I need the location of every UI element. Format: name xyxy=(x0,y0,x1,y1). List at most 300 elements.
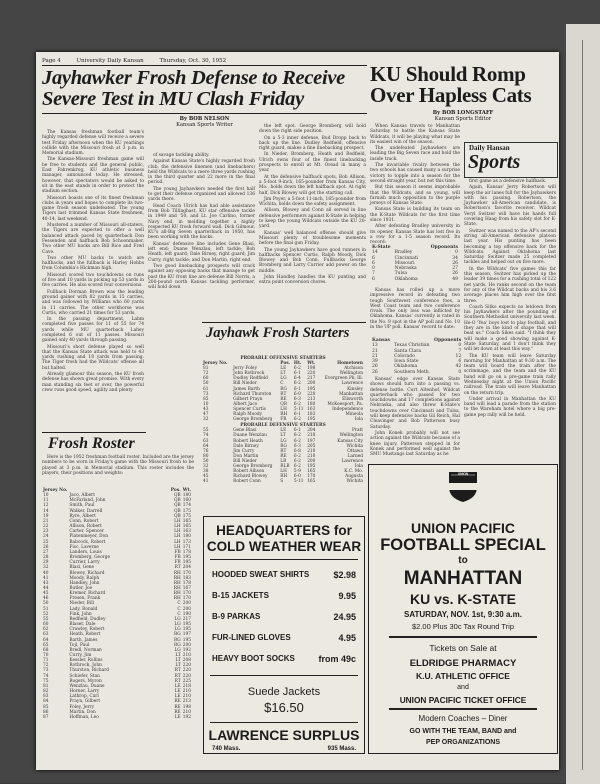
roster-jersey: 12 xyxy=(43,503,49,509)
roster-name: Rothrock, John xyxy=(69,663,102,669)
roster-pos: LH xyxy=(174,524,181,530)
roster-wt: 175 xyxy=(182,508,191,514)
starter-name: Ralph Moody xyxy=(233,412,263,418)
folio-page: Page 4 xyxy=(42,58,61,64)
roster-jersey: 71 xyxy=(43,658,49,664)
starter-wt: 210 xyxy=(307,448,316,454)
roster-pos: RT xyxy=(174,668,181,674)
main-col3-paragraph: the left spot. George Bromberg will hold down the right side position. xyxy=(259,124,366,135)
up-line12: UNION PACIFIC TICKET OFFICE xyxy=(399,695,527,705)
starter-ht: 6-2 xyxy=(293,438,301,444)
roster-pos: RE xyxy=(174,699,181,705)
ad-item-name: HOODED SWEAT SHIRTS xyxy=(212,570,310,579)
starter-ht: 6-2 xyxy=(293,453,301,459)
offense-title: PROBABLE OFFENSIVE STARTERS xyxy=(240,356,326,361)
roster-name: Thurston, Richard xyxy=(69,668,110,674)
main-col3-paragraph: On a 5-3 inner defense, Bud Dropp back to back up the line. Dudley Redfield, offensive right guard, makes a fine linebacking prospect. xyxy=(259,135,366,152)
up-line7: $2.00 Plus 30c Tax Round Trip xyxy=(411,622,514,631)
roster-name: Crawley, Robert xyxy=(69,627,105,633)
starter-pos: LT xyxy=(280,371,286,377)
roster-jersey: 21 xyxy=(43,518,49,524)
roster-wt: 192 xyxy=(182,647,191,653)
starter-pos: LT xyxy=(280,433,286,439)
roster-name: Kremer, Richard xyxy=(69,591,106,597)
roster-pos: LE xyxy=(174,683,181,689)
roster-name: Rogers, Myron xyxy=(69,678,102,684)
starter-pos: RE xyxy=(280,396,287,402)
starter-pos: LG xyxy=(280,376,287,382)
roster-pos: C xyxy=(177,611,181,617)
main-story-col1 xyxy=(42,130,144,394)
main-col1-paragraph: Missouri boasts one of its finest freshman clubs in years and hopes to complete its two-game frosh season undefeated. The young Tigers last trimmed Kansas State freshmen, 40-14, last weekend. xyxy=(42,195,144,222)
starter-jersey: 64 xyxy=(203,443,209,449)
starter-wt: 204 xyxy=(307,428,316,434)
roster-pos: LH xyxy=(174,539,181,545)
roster-jersey: 32 xyxy=(43,565,49,571)
roster-pos: LE xyxy=(174,694,181,700)
roster-jersey: 27 xyxy=(43,549,49,555)
roster-wt: 178 xyxy=(182,549,191,555)
roster-jersey: 87 xyxy=(43,714,49,720)
ad-item-price: 24.95 xyxy=(333,612,356,622)
starter-name: Gene Blasi xyxy=(233,428,257,434)
starter-name: Jim Curry xyxy=(233,448,255,454)
starter-ht: 6-1 xyxy=(293,386,301,392)
main-col1-paragraph: The Kansas-Missouri freshman game will be free to students and the general public, East Fahrenkrog, KU athletic business manager, announced today. He stressed, however, that spectators would be asked to sit in the east stands in order to protect the stadium section. xyxy=(42,157,144,195)
starter-wt: 163 xyxy=(307,406,316,412)
roster-pos: FB xyxy=(174,555,181,561)
roster-name: Heath, Robert xyxy=(69,632,101,638)
roster-name: Prayn, Gilbert xyxy=(69,699,101,705)
starter-name: Spencer Curtis xyxy=(233,406,266,412)
roster-jersey: 55 xyxy=(43,616,49,622)
up-rule-1 xyxy=(389,636,537,638)
roster-pos: LH xyxy=(174,529,181,535)
roster-jersey: 83 xyxy=(43,694,49,700)
roster-pos: LG xyxy=(174,647,181,653)
ad-surplus-title-2: COLD WEATHER WEAR xyxy=(206,539,362,554)
roster-wt: 192 xyxy=(182,714,191,720)
starter-ht: 6-3 xyxy=(293,396,301,402)
starter-wt: 220 xyxy=(307,371,316,377)
roster-pos: QB xyxy=(174,498,181,504)
starter-wt: 180 xyxy=(307,401,316,407)
roster-pos: LH xyxy=(174,544,181,550)
starter-jersey: 32 xyxy=(203,463,209,469)
starter-pos: RT xyxy=(280,448,287,454)
ad-item-price: 9.95 xyxy=(338,591,356,601)
folio-line xyxy=(42,58,362,64)
roster-jersey: 41 xyxy=(43,575,49,581)
starter-hometown: Wellington xyxy=(339,371,363,377)
main-col1-paragraph: Missouri's short defense played so well that the Kansas State attack was held to 43 yards rushing and 18 yards from passing. The Tiger frosh had the Wildcats' offense all but halted. xyxy=(42,344,144,371)
roster-pos: RH xyxy=(173,596,181,602)
right-colA3-paragraph: John Konek probably will not see action against the Wildcats because of a knee injury. Patterson stepped in for Konek and performed well against the SMU Mustangs last Saturday as he xyxy=(370,430,460,458)
roster-wt: 170 xyxy=(182,570,191,576)
starter-hometown: Manhattan xyxy=(339,391,363,397)
starter-wt: 217 xyxy=(307,376,316,382)
starter-name: Robert Allison xyxy=(233,469,265,475)
roster-jersey: 19 xyxy=(43,513,49,519)
starter-hometown: Kinsley xyxy=(347,386,363,392)
starter-name: Robert Heath xyxy=(233,438,263,444)
roster-name: Redfield, Dudley xyxy=(69,616,106,622)
starter-ht: 6-1 xyxy=(293,412,301,418)
starter-hometown: Ellsworth xyxy=(342,396,363,402)
starter-name: George Bromberg xyxy=(233,463,273,469)
starter-jersey: 55 xyxy=(203,428,209,434)
roster-name: Walker, Darrell xyxy=(69,508,103,514)
kansas-opp-score: 42 xyxy=(455,364,462,370)
kansas-opp-score: 0 xyxy=(458,343,462,349)
starter-hometown: Mineola xyxy=(345,412,363,418)
starter-name: Bill Nieder xyxy=(233,381,257,387)
right-story-colA2 xyxy=(370,288,460,331)
roster-wt: 180 xyxy=(182,534,191,540)
ad-surplus-title xyxy=(204,523,364,555)
starter-hometown: K.C. Mo. xyxy=(344,469,363,475)
main-col2-paragraph: of savage tackling ability. xyxy=(153,153,210,158)
table-row xyxy=(42,715,192,720)
roster-pos: QB xyxy=(174,493,181,499)
roster-intro-text: Here is the 1952 freshman football roster. Included are the jersey numbers to be worn in Friday's game with the Missouri frosh to be played at 3 p.m. in Memorial stadium. This roster includes the players, their positions and weights: xyxy=(42,455,194,476)
roster-wt: 220 xyxy=(182,663,191,669)
roster-name: Smith, Paul xyxy=(69,503,95,509)
union-pacific-ad xyxy=(368,464,558,754)
roster-jersey: 68 xyxy=(43,647,49,653)
starter-pos: RLB xyxy=(280,463,290,469)
starter-jersey: 72 xyxy=(203,371,209,377)
ad-item xyxy=(212,612,356,621)
roster-name: Fresen, Frank xyxy=(69,596,101,602)
starter-pos: RG xyxy=(280,443,287,449)
ad-item xyxy=(212,591,356,600)
roster-wt: 190 xyxy=(182,611,191,617)
folio-rule xyxy=(42,65,367,66)
roster-name: Schiefer, Stan xyxy=(69,673,100,679)
main-col2-paragraph: The young Jayhawkers needed the first half to get their defense organized and allowed 136 yards there. xyxy=(148,186,255,203)
kansas-opp-score: 12 xyxy=(455,353,462,359)
right-story-colA xyxy=(370,124,460,247)
table-row xyxy=(370,277,460,282)
main-col2-paragraph: Two good linebacking prospects will crack against any opposing backs that manage to get past the KU front line are defense Bill Norris, a 200-pound north Kansas tackling performer, will hold down xyxy=(148,263,255,291)
roster-jersey: 72 xyxy=(43,663,49,669)
roster-wt: 217 xyxy=(182,616,191,622)
roster-pos: LH xyxy=(174,534,181,540)
roster-name: Foley, Jerry xyxy=(69,704,95,710)
starter-jersey: 61 xyxy=(203,386,209,392)
roster-pos: RH xyxy=(173,570,181,576)
starters-col-ht: Ht. xyxy=(293,361,302,367)
up-logo-mid: PACIFIC xyxy=(455,478,471,483)
starter-wt: 220 xyxy=(307,391,316,397)
roster-wt: 218 xyxy=(182,683,191,689)
roster-name: McFarland, John xyxy=(69,498,106,504)
roster-pos: LH xyxy=(174,518,181,524)
starter-ht: 6-2 xyxy=(293,381,301,387)
up-line15: PEP ORGANIZATIONS xyxy=(425,739,501,746)
starter-pos: C xyxy=(280,381,284,387)
roster-wt: 200 xyxy=(182,601,191,607)
folio-paper: University Daily Kansan xyxy=(76,58,144,64)
roster-jersey: 10 xyxy=(43,493,49,499)
roster-wt: 195 xyxy=(182,555,191,561)
starter-hometown: Wichita xyxy=(346,479,363,485)
main-col3-paragraph: The young Jayhawkers have good runners in halfbacks Spencer Curtis, Ralph Moody, Dick Blowey and Bob Conn. Fullbacks George Bromberg and Larry Currier add power on the middle. xyxy=(259,247,366,274)
main-col2-paragraph: Head Coach Ulrich has had able assistance from Bob Tillinghast, KU star offensive tackle in 1949 and '50, and Lt. Joe Carlino, former Navy end, in molding together a highly respected KU frosh forward wall. Dick Gilmour, KU's all-Big Seven quarterback in 1950, has been working with the backs. xyxy=(148,203,255,241)
roster-name: Ryre, Albert xyxy=(69,513,96,519)
kstate-score: 6 xyxy=(372,260,375,266)
starter-pos: QB xyxy=(280,401,287,407)
up-line11: and xyxy=(457,684,469,691)
kansas-score: 21 xyxy=(372,353,378,359)
right-story-colB xyxy=(464,179,556,419)
starter-jersey: 73 xyxy=(203,391,209,397)
table-row xyxy=(202,479,364,484)
roster-wt: 200 xyxy=(182,642,191,648)
roster-wt: 198 xyxy=(182,704,191,710)
up-logo-top: UNION xyxy=(457,472,469,476)
starter-jersey: 60 xyxy=(203,376,209,382)
headline-rule xyxy=(42,113,367,114)
starter-ht: 6-4 xyxy=(293,376,301,382)
starters-col-wt: Wt. xyxy=(307,361,316,367)
roster-wt: 208 xyxy=(182,658,191,664)
up-line2: FOOTBALL SPECIAL xyxy=(380,536,546,554)
starters-rule xyxy=(202,322,366,323)
starter-hometown: Kansas City xyxy=(337,438,363,444)
roster-pos: FB xyxy=(174,560,181,566)
roster-wt: 200 xyxy=(182,606,191,612)
roster-pos: RT xyxy=(174,678,181,684)
starter-ht: 6-2 xyxy=(293,463,301,469)
kstate-schedule xyxy=(370,245,460,282)
main-col2-paragraph: Kansas' defensive line includes Gene Blasi, left end; Duane Wenzlau, left tackle; Bob Heath, left guard; Dale Birney, right guard; Jim Curry, right tackle; and Don Martin, right end. xyxy=(148,241,255,263)
starter-ht: 6-2 xyxy=(293,401,301,407)
roster-wt: 170 xyxy=(182,596,191,602)
starter-wt: 218 xyxy=(307,433,316,439)
roster-pos: RE xyxy=(174,704,181,710)
ad-item xyxy=(212,570,356,579)
starter-name: Albert Jaco xyxy=(233,401,258,407)
main-col1-paragraph: In the passing department, Lahm completed five passes for 11 of 55 for 74 yards while MU quarterback Lahey completed 6 out of 11 passes. Missouri gained only 40 yards through passing. xyxy=(42,317,144,344)
roster-wt: 167 xyxy=(182,585,191,591)
right-colA-paragraph: After defeating Bradley university in its opener, Kansas State has lost five in a row for a 1-5 season record. Its record: xyxy=(370,224,460,246)
roster-pos: RG xyxy=(174,637,181,643)
lawrence-surplus-ad xyxy=(203,516,365,754)
roster-jersey: 50 xyxy=(43,601,49,607)
main-col1-paragraph: Fullback Dorman Brown was the leading ground gainer with 82 yards in 15 carries, and was followed by Williams who 60 yards in 11 carries. The other workhorse was Curtis, who carried 21 times for 53 yards. xyxy=(42,289,144,316)
roster-name: Moody, Ralph xyxy=(69,575,100,581)
kstate-opp-score: 34 xyxy=(452,255,458,261)
right-headline: KU Should Romp Over Hapless Cats xyxy=(370,62,532,107)
kansas-opponent: Southern Meth. xyxy=(394,369,431,375)
roster-pos: C xyxy=(177,601,181,607)
roster-wt: 160 xyxy=(182,498,191,504)
roster-jersey: 28 xyxy=(43,555,49,561)
starter-name: James Barth xyxy=(233,386,260,392)
roster-col-jersey: Jersey No. xyxy=(43,488,68,493)
ad-surplus-addr-right: 935 Mass. xyxy=(327,746,356,752)
starter-wt: 195 xyxy=(307,386,316,392)
roster-rule xyxy=(42,432,146,433)
ad-item-price: 4.95 xyxy=(338,633,356,643)
starter-name: John Rothrock xyxy=(233,371,265,377)
starter-ht: 6-2 xyxy=(293,433,301,439)
starter-jersey: 81 xyxy=(203,366,209,372)
roster-wt: 174 xyxy=(182,503,191,509)
roster-jersey: 84 xyxy=(43,699,49,705)
starter-hometown: Larned xyxy=(347,453,363,459)
roster-name: Blasi, Gene xyxy=(69,565,95,571)
roster-wt: 163 xyxy=(182,529,191,535)
roster-wt: 170 xyxy=(182,591,191,597)
roster-name: Platenmeyer, Don xyxy=(69,534,108,540)
roster-pos: LT xyxy=(175,653,181,658)
starter-pos: RH xyxy=(280,474,288,480)
starter-jersey: 63 xyxy=(203,438,209,444)
starter-ht: 6-2 xyxy=(293,417,301,423)
roster-name: Lady, Ronald xyxy=(69,606,98,612)
main-byline-role: Kansan Sports Writer xyxy=(176,122,233,128)
starter-jersey: 43 xyxy=(203,406,209,412)
starter-jersey: 50 xyxy=(203,458,209,464)
roster-jersey: 62 xyxy=(43,627,49,633)
roster-wt: 195 xyxy=(182,622,191,628)
main-col3-paragraph: At the defensive halfback spots, Bob Allison, a 5-foot 9-inch, 165-pounder from Kansas City, Mo., holds down the left halfback spot. At right half, Dick Blowey will get the starting call. xyxy=(259,174,366,196)
starter-jersey: 47 xyxy=(203,412,209,418)
ad-item-price: from 49c xyxy=(318,654,356,664)
up-line10: K.U. ATHLETIC OFFICE xyxy=(416,671,510,681)
starter-name: Gilbert Prayn xyxy=(233,396,263,402)
up-line6: SATURDAY, NOV. 1st, 9:30 a.m. xyxy=(404,610,522,619)
starter-ht: 6-1 xyxy=(293,371,301,377)
roster-wt: 195 xyxy=(182,560,191,566)
roster-wt: 197 xyxy=(182,632,191,638)
ad-surplus-rule-top xyxy=(210,559,358,560)
roster-jersey: 86 xyxy=(43,709,49,715)
starter-jersey: 80 xyxy=(203,453,209,459)
roster-pos: LG xyxy=(174,616,181,622)
starter-jersey: 10 xyxy=(203,401,209,407)
up-line4: MANHATTAN xyxy=(403,568,523,589)
logo-line2: Sports xyxy=(468,151,521,173)
roster-pos: RG xyxy=(174,632,181,638)
roster-jersey: 43 xyxy=(43,580,49,586)
roster-wt: 165 xyxy=(182,524,191,530)
roster-pos: QB xyxy=(174,508,181,514)
starter-pos: S xyxy=(280,479,284,485)
right-colB-paragraph: Coach Sitko expects no letdown from his Jayhawkers after the pounding of Southern Methodist university last week. He-O 'Yea' boys lost to play football, and they are in the kind of shape that will beat us." Coach Sikes said. "I think they will make a good showing against K-State Saturday, and I don't think they will let down at least this way." xyxy=(464,304,556,353)
roster-jersey: 81 xyxy=(43,683,49,689)
roster-jersey: 52 xyxy=(43,611,49,617)
roster-name: Carter, Spencer xyxy=(69,529,104,535)
roster-wt: 210 xyxy=(182,694,191,700)
roster-wt: 195 xyxy=(182,627,191,633)
page-gutter xyxy=(582,40,583,770)
starter-wt: 200 xyxy=(307,381,316,387)
roster-col-pos: Pos. xyxy=(170,488,181,493)
starter-wt: 197 xyxy=(307,438,316,444)
roster-name: Fisc, Laverne xyxy=(69,544,99,550)
roster-name: Landers, Louis xyxy=(69,549,102,555)
kstate-score: 6 xyxy=(372,276,375,282)
roster-pos: FB xyxy=(174,549,181,555)
roster-name: Currier, Larry xyxy=(69,560,100,566)
roster-name: Wenzlau, Duane xyxy=(69,683,105,689)
starter-jersey: 41 xyxy=(203,479,209,485)
roster-jersey: 73 xyxy=(43,668,49,674)
starter-pos: RE xyxy=(280,453,287,459)
starter-jersey: 45 xyxy=(203,474,209,480)
roster-jersey: 75 xyxy=(43,678,49,684)
roster-wt: 210 xyxy=(182,653,191,658)
ad-item-name: B-9 PARKAS xyxy=(212,612,261,621)
roster-name: Blaser, Dale xyxy=(69,622,96,628)
folio-date: Thursday, Oct. 30, 1952 xyxy=(159,58,227,64)
up-rule-2 xyxy=(389,708,537,710)
roster-wt: 220 xyxy=(182,668,191,674)
starter-hometown: Lawrence xyxy=(341,381,363,387)
roster-pos: LG xyxy=(174,627,181,633)
roster-jersey: 23 xyxy=(43,529,49,535)
kansas-opponent: Santa Clara xyxy=(394,348,422,354)
roster-jersey: 63 xyxy=(43,632,49,638)
starter-ht: 6-8 xyxy=(293,448,301,454)
ad-surplus-rule-bottom xyxy=(210,722,358,723)
roster-jersey: 29 xyxy=(43,560,49,566)
starter-pos: LG xyxy=(280,438,287,444)
roster-jersey: 65 xyxy=(43,642,49,648)
roster-name: Hoffman, Leo xyxy=(69,714,99,720)
right-story-colA3 xyxy=(370,377,460,458)
right-byline-role: Kansan Sports Editor xyxy=(434,116,492,122)
starter-name: Don Martin xyxy=(233,453,259,459)
roster-pos: QB xyxy=(174,503,181,509)
roster-pos: RH xyxy=(173,585,181,591)
roster-wt: 213 xyxy=(182,699,191,705)
roster-name: Curry, Jim xyxy=(69,653,92,658)
ad-surplus-addr-left: 740 Mass. xyxy=(212,746,241,752)
ad-suede-label: Suede Jackets xyxy=(247,686,321,698)
up-line5: KU vs. K-STATE xyxy=(409,591,517,607)
kstate-score: 0 xyxy=(372,266,375,272)
starter-pos: LH xyxy=(280,469,287,475)
roster-jersey: 51 xyxy=(43,606,49,612)
starter-wt: 198 xyxy=(307,366,316,372)
roster-name: Kessler, Rollins xyxy=(69,658,103,664)
ad-item-price: $2.98 xyxy=(333,570,356,580)
starter-hometown: Evergreen Pk, Ill. xyxy=(324,376,363,382)
roster-name: Conn, Robert xyxy=(69,518,99,524)
roster-pos: LT xyxy=(175,658,181,664)
roster-name: Bromberg, George xyxy=(69,555,111,561)
right-colB-paragraph: In the Wildcats' five games this far this season, Switzer has picked up the leader 39 times for a rushing total of 122 net yards. He ranks second on the team for any of the Wildcat backs and his 3.6 average places him high over the first three. xyxy=(464,266,556,304)
roster-pos: RT xyxy=(174,565,181,571)
kstate-opponent: Bradley xyxy=(394,250,413,256)
up-line13: Modern Coaches – Diner xyxy=(418,714,508,723)
roster-name: Toji, Paul xyxy=(69,642,90,648)
main-story-col2 xyxy=(148,153,255,291)
roster-jersey: 85 xyxy=(43,704,49,710)
roster-pos: RE xyxy=(174,709,181,715)
roster-jersey: 11 xyxy=(43,498,49,504)
right-colA3-paragraph: Kansas' edge over Kansas State shows should turn into a passing vs. defense battle. Curt Altenhof, Wildcat quarterback who passed for two touchdowns and 17 completions against Nebraska, and also threw K-State's touchdowns over Cincinnati and Tulsa, will keep defensive backs Gil Reich, Hal Cleavinger and Bob Patterson busy Saturday. xyxy=(370,377,460,430)
right-colB-paragraph: Under arrival in Manhattan the KU band will lead a parade from the station to the Wareham hotel where a big pre-game pep rally will be held. xyxy=(464,396,556,418)
starters-table xyxy=(202,355,364,484)
roster-name: Jaco, Albert xyxy=(69,493,95,499)
kstate-score: 7 xyxy=(372,271,375,277)
